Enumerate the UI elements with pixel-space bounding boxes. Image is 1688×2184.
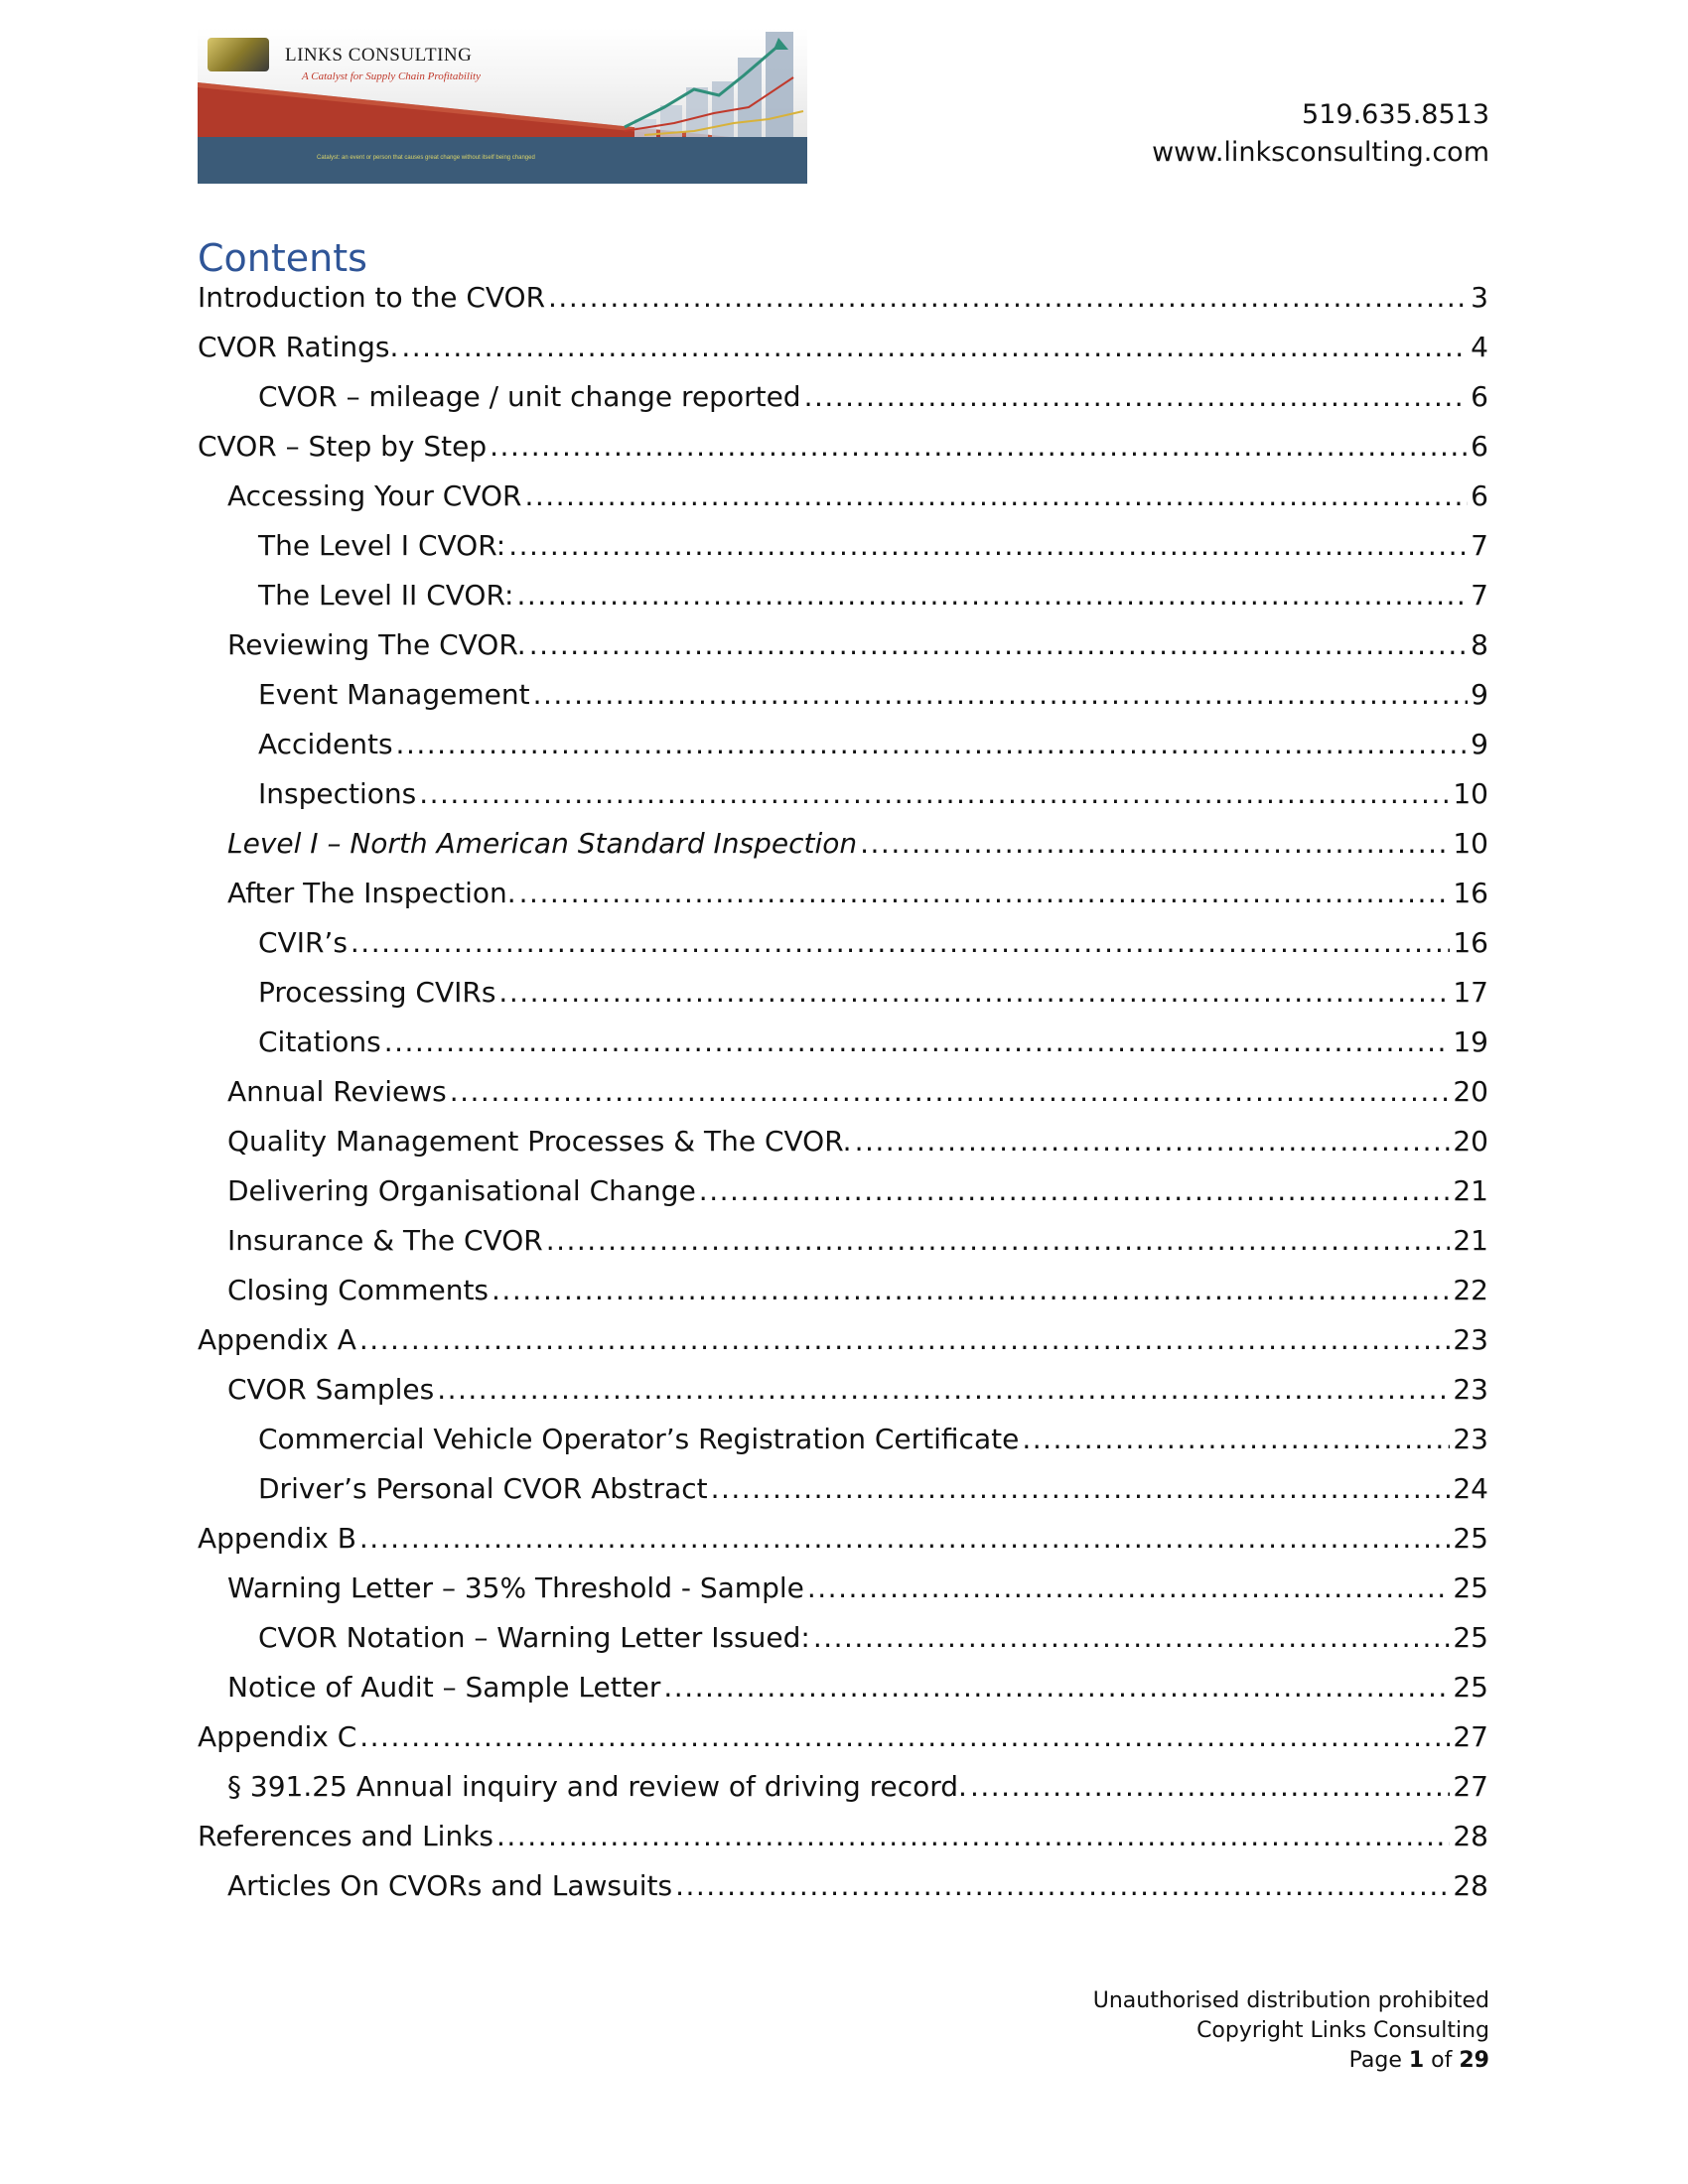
- header-banner: [198, 28, 807, 184]
- toc-entry[interactable]: After The Inspection. ..... 16: [198, 877, 1488, 926]
- toc-entry[interactable]: Processing CVIRs ..... 17: [198, 976, 1488, 1025]
- toc-entry[interactable]: Level I – North American Standard Inspection ..... 10: [198, 827, 1488, 877]
- toc-entry[interactable]: Citations ..... 19: [198, 1025, 1488, 1075]
- toc-entry[interactable]: The Level I CVOR: ..... 7: [198, 529, 1488, 579]
- toc-entry[interactable]: References and Links ..... 28: [198, 1820, 1488, 1869]
- footer-page-number: Page 1 of 29: [1348, 2048, 1489, 2073]
- toc-entry[interactable]: CVOR Samples ..... 23: [198, 1373, 1488, 1423]
- toc-entry[interactable]: Reviewing The CVOR. ..... 8: [198, 628, 1488, 678]
- toc-entry[interactable]: CVOR Notation – Warning Letter Issued: ..... 25: [198, 1621, 1488, 1671]
- toc-entry[interactable]: Event Management ..... 9: [198, 678, 1488, 728]
- toc-entry[interactable]: Inspections ..... 10: [198, 777, 1488, 827]
- toc-entry[interactable]: Accidents ..... 9: [198, 728, 1488, 777]
- banner-band-text: Catalyst: an event or person that causes great change without itself being changed: [317, 155, 535, 161]
- toc-entry[interactable]: Articles On CVORs and Lawsuits ..... 28: [198, 1869, 1488, 1919]
- toc-entry[interactable]: Annual Reviews ..... 20: [198, 1075, 1488, 1125]
- toc-entry[interactable]: Accessing Your CVOR ..... 6: [198, 479, 1488, 529]
- footer-copyright: Copyright Links Consulting: [1196, 2018, 1489, 2043]
- toc-entry[interactable]: Appendix C ..... 27: [198, 1720, 1488, 1770]
- toc-entry[interactable]: The Level II CVOR: ..... 7: [198, 579, 1488, 628]
- toc-entry[interactable]: Commercial Vehicle Operator’s Registration Certificate ..... 23: [198, 1423, 1488, 1472]
- toc-entry[interactable]: CVOR Ratings. ..... 4: [198, 331, 1488, 380]
- toc-entry[interactable]: CVOR – Step by Step ..... 6: [198, 430, 1488, 479]
- toc-entry[interactable]: CVOR – mileage / unit change reported ..... 6: [198, 380, 1488, 430]
- toc-entry[interactable]: Delivering Organisational Change ..... 21: [198, 1174, 1488, 1224]
- toc-entry[interactable]: § 391.25 Annual inquiry and review of driving record. ..... 27: [198, 1770, 1488, 1820]
- company-tagline: A Catalyst for Supply Chain Profitability: [302, 70, 481, 82]
- header-website[interactable]: www.linksconsulting.com: [1152, 137, 1489, 168]
- toc-entry[interactable]: Introduction to the CVOR ..... 3: [198, 281, 1488, 331]
- toc-entry[interactable]: Driver’s Personal CVOR Abstract ..... 24: [198, 1472, 1488, 1522]
- toc-title: Contents: [198, 236, 367, 280]
- toc-entry[interactable]: Quality Management Processes & The CVOR. ..... 20: [198, 1125, 1488, 1174]
- toc-entry[interactable]: Insurance & The CVOR ..... 21: [198, 1224, 1488, 1274]
- toc-entry[interactable]: Warning Letter – 35% Threshold - Sample ..... 25: [198, 1571, 1488, 1621]
- toc-entry[interactable]: Appendix A ..... 23: [198, 1323, 1488, 1373]
- company-name: LINKS CONSULTING: [285, 45, 473, 66]
- chain-link-logo-icon: [208, 38, 269, 71]
- toc-entry[interactable]: CVIR’s ..... 16: [198, 926, 1488, 976]
- header-phone: 519.635.8513: [1302, 99, 1489, 130]
- footer-distribution-notice: Unauthorised distribution prohibited: [1092, 1988, 1489, 2013]
- toc-entry[interactable]: Appendix B ..... 25: [198, 1522, 1488, 1571]
- toc-entry[interactable]: Notice of Audit – Sample Letter ..... 25: [198, 1671, 1488, 1720]
- toc-entry[interactable]: Closing Comments ..... 22: [198, 1274, 1488, 1323]
